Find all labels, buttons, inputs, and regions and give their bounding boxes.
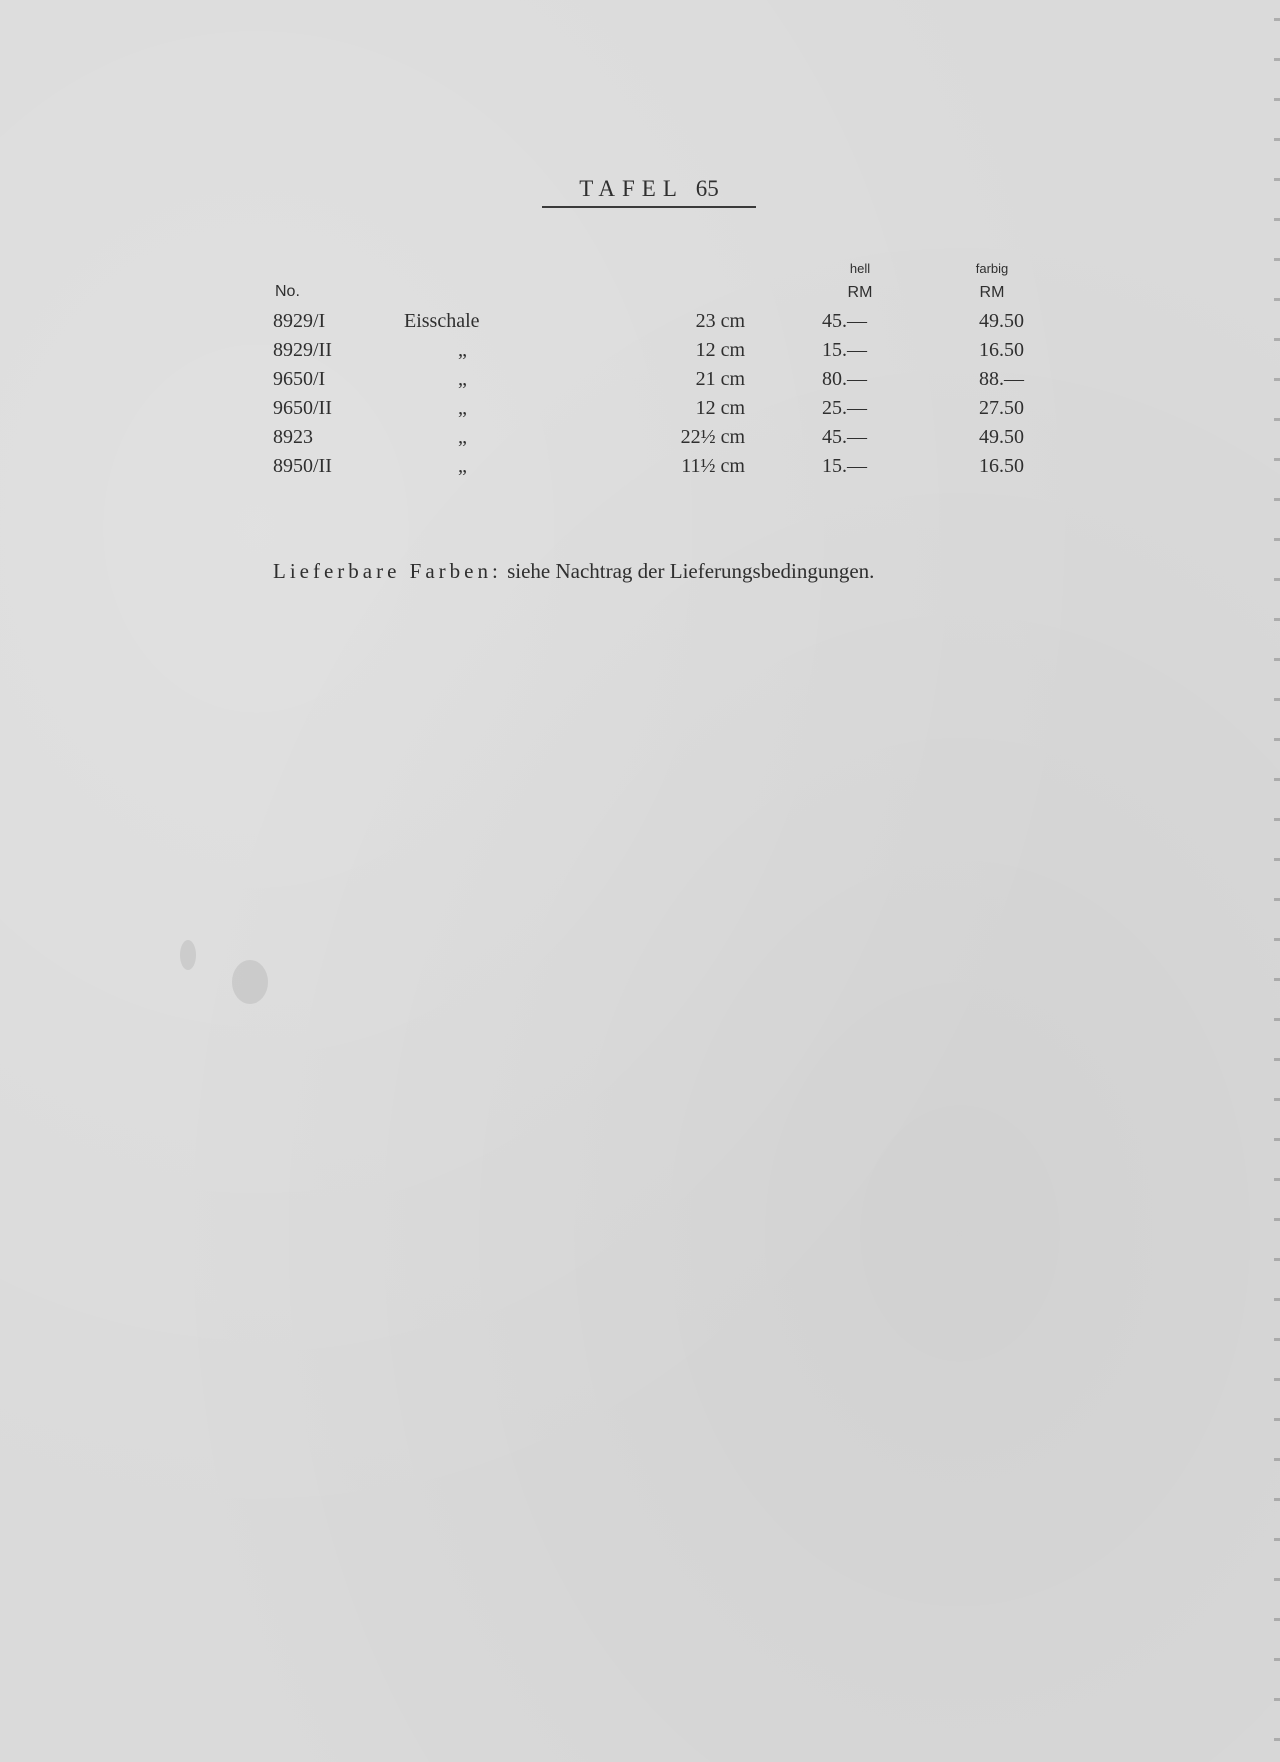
price-hell: 45.— bbox=[822, 310, 867, 332]
price-hell: 15.— bbox=[822, 455, 867, 477]
price-hell: 80.— bbox=[822, 368, 867, 390]
price-hell: 45.— bbox=[822, 426, 867, 448]
header-farbig-unit: RM bbox=[979, 284, 1005, 301]
item-name: „ bbox=[458, 455, 467, 477]
item-number: 9650/II bbox=[273, 397, 332, 419]
item-name: „ bbox=[458, 368, 467, 390]
item-name: Eisschale bbox=[404, 310, 480, 332]
title-number: 65 bbox=[695, 176, 719, 201]
item-name: „ bbox=[458, 426, 467, 448]
price-hell: 25.— bbox=[822, 397, 867, 419]
item-size: 23 cm bbox=[695, 310, 745, 332]
item-size: 12 cm bbox=[695, 397, 745, 419]
stain-mark bbox=[232, 960, 268, 1004]
price-farbig: 49.50 bbox=[979, 426, 1024, 448]
price-farbig: 27.50 bbox=[979, 397, 1024, 419]
price-farbig: 16.50 bbox=[979, 455, 1024, 477]
header-hell-unit: RM bbox=[847, 284, 873, 301]
title-word: TAFEL bbox=[579, 176, 684, 201]
page-title bbox=[542, 176, 756, 208]
note-label: Lieferbare Farben: bbox=[273, 559, 502, 583]
availability-note bbox=[273, 558, 874, 584]
header-hell: hell bbox=[849, 261, 871, 276]
item-size: 11½ cm bbox=[681, 455, 745, 477]
item-number: 8929/II bbox=[273, 339, 332, 361]
header-no: No. bbox=[275, 283, 300, 300]
item-number: 8923 bbox=[273, 426, 313, 448]
item-number: 8950/II bbox=[273, 455, 332, 477]
header-farbig: farbig bbox=[975, 261, 1009, 276]
price-farbig: 49.50 bbox=[979, 310, 1024, 332]
price-farbig: 16.50 bbox=[979, 339, 1024, 361]
item-size: 21 cm bbox=[695, 368, 745, 390]
item-size: 12 cm bbox=[695, 339, 745, 361]
scan-edge-marks bbox=[1274, 0, 1280, 1762]
item-number: 9650/I bbox=[273, 368, 326, 390]
item-name: „ bbox=[458, 339, 467, 361]
item-size: 22½ cm bbox=[680, 426, 745, 448]
stain-mark bbox=[180, 940, 196, 970]
price-farbig: 88.— bbox=[979, 368, 1024, 390]
item-number: 8929/I bbox=[273, 310, 326, 332]
price-hell: 15.— bbox=[822, 339, 867, 361]
item-name: „ bbox=[458, 397, 467, 419]
note-text: siehe Nachtrag der Lieferungsbedingungen. bbox=[507, 559, 875, 583]
